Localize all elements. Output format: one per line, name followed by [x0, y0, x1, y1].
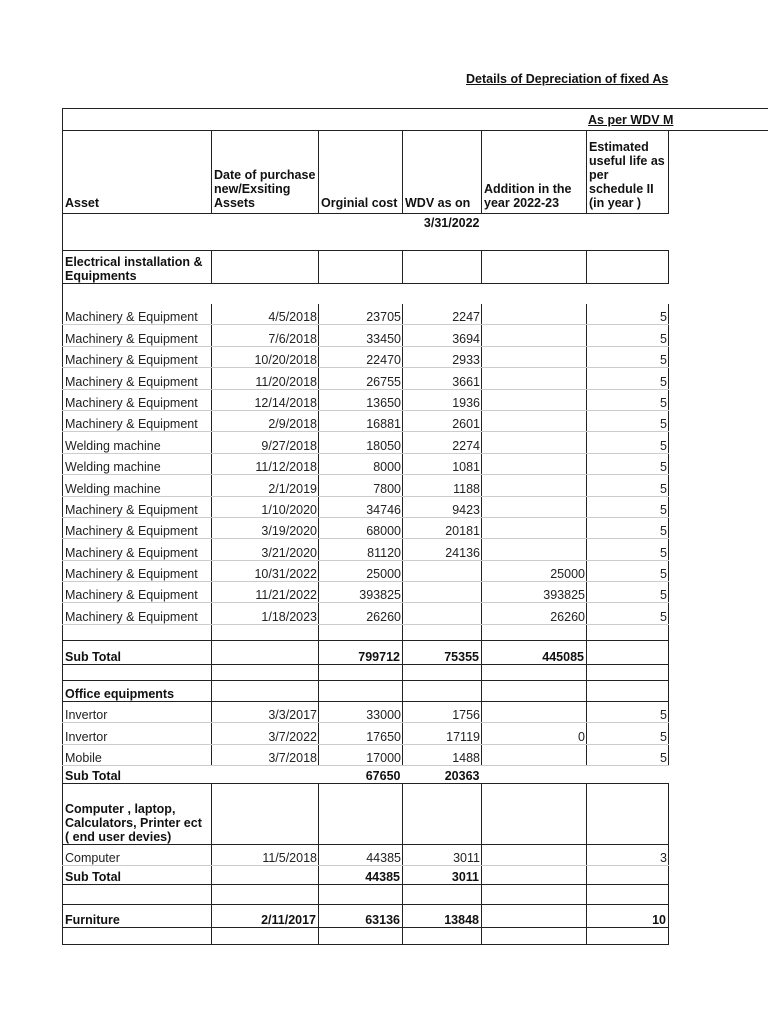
- section-electrical: [63, 251, 669, 284]
- cell-life: [587, 885, 669, 905]
- cell-date: 4/5/2018: [212, 304, 319, 325]
- table-row: [63, 496, 669, 517]
- cell-addition: [482, 475, 587, 496]
- cell-addition: [482, 539, 587, 560]
- table-row: [63, 410, 669, 431]
- cell-date: 11/5/2018: [212, 845, 319, 866]
- cell-date: [212, 251, 319, 284]
- cell-asset: Computer , laptop, Calculators, Printer ect ( end user devies): [63, 784, 212, 845]
- cell-asset: Invertor: [63, 723, 212, 744]
- cell-cost: 33450: [319, 325, 403, 346]
- cell-wdv: [403, 680, 482, 701]
- cell-asset: Machinery & Equipment: [63, 496, 212, 517]
- cell-wdv: 1488: [403, 744, 482, 765]
- cell-asset: Sub Total: [63, 766, 212, 784]
- cell-date: 12/14/2018: [212, 389, 319, 410]
- cell-addition: [482, 680, 587, 701]
- cell-addition: [482, 928, 587, 945]
- cell-wdv: 1188: [403, 475, 482, 496]
- cell-date: 1/18/2023: [212, 603, 319, 624]
- cell-life: 5: [587, 432, 669, 453]
- cell-asset: Office equipments: [63, 680, 212, 701]
- method-label: As per WDV M: [588, 113, 674, 127]
- cell-date: 3/7/2018: [212, 744, 319, 765]
- cell-asset: Machinery & Equipment: [63, 389, 212, 410]
- cell-wdv: [403, 284, 482, 304]
- cell-wdv: [403, 784, 482, 845]
- cell-addition: [482, 845, 587, 866]
- cell-addition: 0: [482, 723, 587, 744]
- cell-wdv: [403, 560, 482, 581]
- cell-cost: 799712: [319, 640, 403, 664]
- cell-life: 5: [587, 304, 669, 325]
- cell-asset: Machinery & Equipment: [63, 304, 212, 325]
- cell-date: 9/27/2018: [212, 432, 319, 453]
- cell-addition: [482, 389, 587, 410]
- method-header-row: [62, 108, 768, 131]
- table-row: [63, 346, 669, 367]
- table-row: [63, 304, 669, 325]
- cell-asset: Furniture: [63, 905, 212, 928]
- cell-life: [587, 284, 669, 304]
- cell-addition: [482, 410, 587, 431]
- cell-addition: [482, 866, 587, 885]
- cell-addition: [482, 453, 587, 474]
- cell-cost: [319, 928, 403, 945]
- cell-date: 3/19/2020: [212, 517, 319, 538]
- cell-cost: 7800: [319, 475, 403, 496]
- cell-cost: 81120: [319, 539, 403, 560]
- cell-asset: Electrical installation & Equipments: [63, 251, 212, 284]
- cell-wdv: 13848: [403, 905, 482, 928]
- table-row: [63, 701, 669, 722]
- cell-asset: Welding machine: [63, 432, 212, 453]
- cell-asset: Welding machine: [63, 475, 212, 496]
- blank-row: [63, 885, 669, 905]
- cell-addition: [482, 304, 587, 325]
- table-row: [63, 723, 669, 744]
- cell-asset: [63, 664, 212, 680]
- cell-date: 10/31/2022: [212, 560, 319, 581]
- cell-wdv: 2933: [403, 346, 482, 367]
- cell-asset: [63, 928, 212, 945]
- cell-asset: Machinery & Equipment: [63, 539, 212, 560]
- header-addition: Addition in the year 2022-23: [482, 131, 587, 214]
- cell-date: [212, 866, 319, 885]
- cell-cost: 44385: [319, 845, 403, 866]
- cell-wdv: 9423: [403, 496, 482, 517]
- cell-addition: [482, 496, 587, 517]
- cell-cost: [319, 284, 403, 304]
- cell-date: 2/1/2019: [212, 475, 319, 496]
- wdv-date-row: [63, 214, 669, 251]
- cell-wdv: 1936: [403, 389, 482, 410]
- cell-addition: [482, 766, 587, 784]
- cell-wdv: 75355: [403, 640, 482, 664]
- cell-life: 5: [587, 582, 669, 603]
- cell-wdv: 3011: [403, 845, 482, 866]
- cell-life: 5: [587, 517, 669, 538]
- cell-wdv: [403, 624, 482, 640]
- cell-cost: 68000: [319, 517, 403, 538]
- subtotal-row: [63, 640, 669, 664]
- cell-life: [587, 251, 669, 284]
- cell-date: [212, 624, 319, 640]
- cell-life: 5: [587, 701, 669, 722]
- cell-date: [212, 784, 319, 845]
- cell-addition: [482, 664, 587, 680]
- blank-row: [63, 664, 669, 680]
- cell-addition: 26260: [482, 603, 587, 624]
- table-row: [63, 560, 669, 581]
- cell-wdv: 20181: [403, 517, 482, 538]
- table-row: [63, 453, 669, 474]
- cell-cost: [319, 251, 403, 284]
- cell-wdv: [403, 603, 482, 624]
- cell-wdv: 3011: [403, 866, 482, 885]
- cell-cost: 18050: [319, 432, 403, 453]
- cell-cost: [319, 664, 403, 680]
- cell-date: 11/12/2018: [212, 453, 319, 474]
- cell-cost: 17650: [319, 723, 403, 744]
- table-row: [63, 517, 669, 538]
- cell-life: 5: [587, 475, 669, 496]
- cell-life: 5: [587, 368, 669, 389]
- cell-addition: [482, 251, 587, 284]
- table-row: [63, 603, 669, 624]
- cell-wdv: 20363: [403, 766, 482, 784]
- cell-wdv: [403, 928, 482, 945]
- cell-cost: 393825: [319, 582, 403, 603]
- cell-life: 5: [587, 325, 669, 346]
- cell-wdv: 3694: [403, 325, 482, 346]
- cell-addition: [482, 346, 587, 367]
- wdv-date: 3/31/2022: [423, 216, 480, 230]
- cell-cost: 44385: [319, 866, 403, 885]
- subtotal-row: [63, 766, 669, 784]
- header-wdv: WDV as on: [403, 131, 482, 214]
- cell-asset: [63, 624, 212, 640]
- header-cost: Orginial cost: [319, 131, 403, 214]
- cell-date: [212, 766, 319, 784]
- table-row: [63, 582, 669, 603]
- cell-date: 3/21/2020: [212, 539, 319, 560]
- cell-wdv: 24136: [403, 539, 482, 560]
- table-row: [63, 389, 669, 410]
- cell-addition: [482, 325, 587, 346]
- cell-life: 5: [587, 539, 669, 560]
- cell-date: 7/6/2018: [212, 325, 319, 346]
- cell-addition: [482, 905, 587, 928]
- header-asset: Asset: [63, 131, 212, 214]
- blank-row: [63, 928, 669, 945]
- table-row: [63, 432, 669, 453]
- cell-life: [587, 784, 669, 845]
- cell-cost: 67650: [319, 766, 403, 784]
- cell-addition: 25000: [482, 560, 587, 581]
- cell-life: [587, 640, 669, 664]
- cell-cost: [319, 680, 403, 701]
- cell-addition: [482, 885, 587, 905]
- table-row: [63, 475, 669, 496]
- cell-addition: 393825: [482, 582, 587, 603]
- cell-date: 2/11/2017: [212, 905, 319, 928]
- cell-cost: [319, 624, 403, 640]
- cell-wdv: [403, 251, 482, 284]
- cell-asset: Machinery & Equipment: [63, 560, 212, 581]
- cell-wdv: 2274: [403, 432, 482, 453]
- cell-addition: [482, 784, 587, 845]
- cell-life: [587, 866, 669, 885]
- cell-cost: 25000: [319, 560, 403, 581]
- blank-row: [63, 624, 669, 640]
- cell-addition: [482, 368, 587, 389]
- cell-life: 5: [587, 410, 669, 431]
- cell-life: [587, 624, 669, 640]
- cell-cost: [319, 885, 403, 905]
- cell-life: [587, 664, 669, 680]
- cell-cost: 8000: [319, 453, 403, 474]
- cell-date: 10/20/2018: [212, 346, 319, 367]
- cell-asset: Welding machine: [63, 453, 212, 474]
- furniture-row: [63, 905, 669, 928]
- cell-cost: [319, 784, 403, 845]
- header-row: [63, 131, 669, 214]
- cell-addition: [482, 701, 587, 722]
- cell-addition: [482, 744, 587, 765]
- cell-life: [587, 680, 669, 701]
- cell-asset: Machinery & Equipment: [63, 325, 212, 346]
- cell-addition: 445085: [482, 640, 587, 664]
- cell-addition: [482, 284, 587, 304]
- cell-date: 11/20/2018: [212, 368, 319, 389]
- cell-date: [212, 640, 319, 664]
- cell-date: [212, 928, 319, 945]
- cell-asset: Machinery & Equipment: [63, 603, 212, 624]
- cell-wdv: [403, 582, 482, 603]
- cell-wdv: [403, 664, 482, 680]
- cell-life: 3: [587, 845, 669, 866]
- document-title: Details of Depreciation of fixed As: [466, 72, 669, 86]
- cell-cost: 16881: [319, 410, 403, 431]
- cell-addition: [482, 517, 587, 538]
- header-life: Estimated useful life as per schedule II (in year ): [587, 131, 669, 214]
- cell-life: 5: [587, 744, 669, 765]
- cell-wdv: 3661: [403, 368, 482, 389]
- cell-life: 5: [587, 560, 669, 581]
- cell-asset: Invertor: [63, 701, 212, 722]
- cell-asset: Machinery & Equipment: [63, 517, 212, 538]
- table-row: [63, 845, 669, 866]
- cell-cost: 26755: [319, 368, 403, 389]
- cell-cost: 13650: [319, 389, 403, 410]
- cell-wdv: [403, 885, 482, 905]
- cell-life: [587, 928, 669, 945]
- header-date: Date of purchase new/Exsiting Assets: [212, 131, 319, 214]
- cell-cost: 34746: [319, 496, 403, 517]
- cell-life: 5: [587, 453, 669, 474]
- table-row: [63, 744, 669, 765]
- cell-life: [587, 766, 669, 784]
- cell-cost: 22470: [319, 346, 403, 367]
- cell-cost: 17000: [319, 744, 403, 765]
- cell-date: [212, 284, 319, 304]
- section-office: [63, 680, 669, 701]
- cell-asset: Machinery & Equipment: [63, 410, 212, 431]
- section-computer: [63, 784, 669, 845]
- cell-cost: 63136: [319, 905, 403, 928]
- cell-date: 11/21/2022: [212, 582, 319, 603]
- cell-life: 5: [587, 389, 669, 410]
- cell-life: 5: [587, 603, 669, 624]
- blank-row: [63, 284, 669, 304]
- table-row: [63, 325, 669, 346]
- cell-asset: Machinery & Equipment: [63, 582, 212, 603]
- cell-cost: 26260: [319, 603, 403, 624]
- cell-life: 5: [587, 723, 669, 744]
- cell-wdv: 1756: [403, 701, 482, 722]
- cell-date: 2/9/2018: [212, 410, 319, 431]
- cell-wdv: 2601: [403, 410, 482, 431]
- cell-wdv: 2247: [403, 304, 482, 325]
- cell-asset: Machinery & Equipment: [63, 368, 212, 389]
- cell-asset: Sub Total: [63, 640, 212, 664]
- cell-date: [212, 885, 319, 905]
- depreciation-table: [62, 130, 669, 945]
- cell-wdv: 17119: [403, 723, 482, 744]
- cell-asset: Sub Total: [63, 866, 212, 885]
- cell-date: [212, 680, 319, 701]
- table-row: [63, 539, 669, 560]
- cell-wdv: 1081: [403, 453, 482, 474]
- table-row: [63, 368, 669, 389]
- cell-life: 5: [587, 496, 669, 517]
- cell-asset: [63, 885, 212, 905]
- cell-date: [212, 664, 319, 680]
- cell-addition: [482, 432, 587, 453]
- cell-asset: Machinery & Equipment: [63, 346, 212, 367]
- cell-cost: 33000: [319, 701, 403, 722]
- cell-life: 10: [587, 905, 669, 928]
- cell-date: 1/10/2020: [212, 496, 319, 517]
- subtotal-row: [63, 866, 669, 885]
- cell-asset: [63, 284, 212, 304]
- cell-date: 3/7/2022: [212, 723, 319, 744]
- cell-asset: Mobile: [63, 744, 212, 765]
- cell-asset: Computer: [63, 845, 212, 866]
- cell-date: 3/3/2017: [212, 701, 319, 722]
- cell-life: 5: [587, 346, 669, 367]
- cell-cost: 23705: [319, 304, 403, 325]
- cell-addition: [482, 624, 587, 640]
